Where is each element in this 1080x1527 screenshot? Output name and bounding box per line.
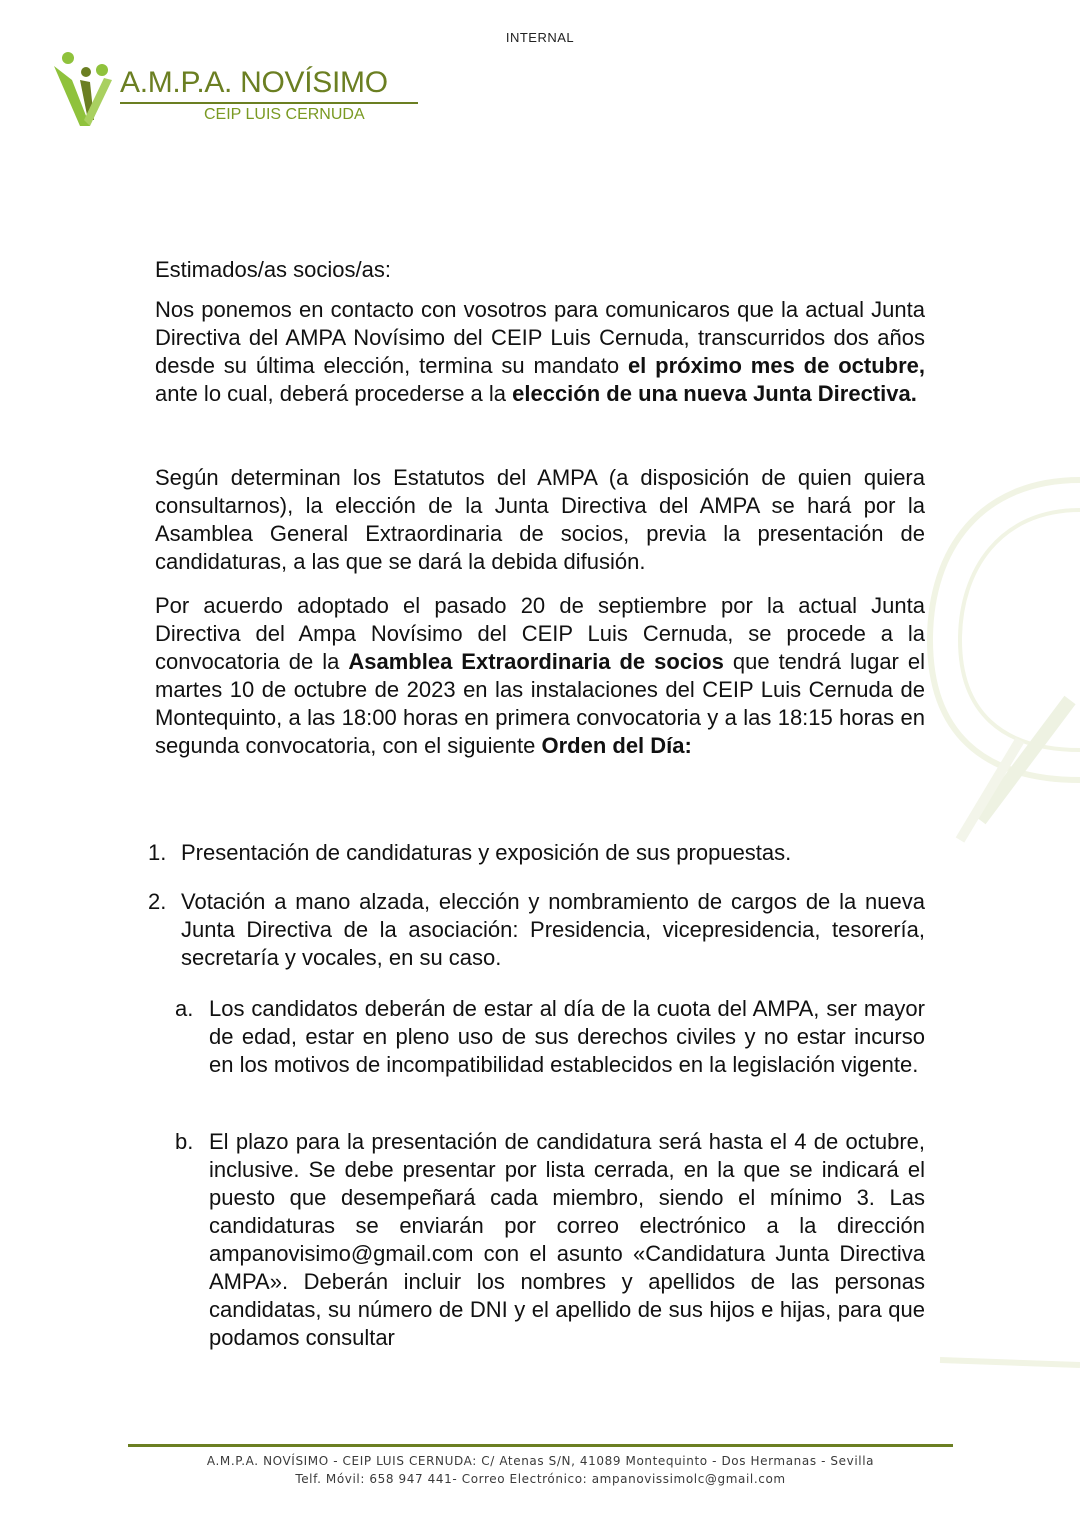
bold-agenda: Orden del Día: xyxy=(541,733,692,758)
bold-new-board: elección de una nueva Junta Directiva. xyxy=(512,381,917,406)
watermark-logo xyxy=(920,440,1080,1400)
footer-address: A.M.P.A. NOVÍSIMO - CEIP LUIS CERNUDA: C/ Atenas S/N, 41089 Montequinto - Dos Hermanas - Sevilla xyxy=(206,1454,875,1468)
agenda-item-1: 1. Presentación de candidaturas y exposición de sus propuestas. xyxy=(148,840,792,865)
footer-divider xyxy=(128,1444,953,1447)
footer-contact: Telf. Móvil: 658 947 441- Correo Electrónico: ampanovissimolc@gmail.com xyxy=(295,1472,786,1486)
bold-assembly: Asamblea Extraordinaria de socios xyxy=(348,649,724,674)
ampa-logo xyxy=(50,50,388,132)
agenda-item-2: 2. Votación a mano alzada, elección y nombramiento de cargos de la nueva Junta Directiva de la asociación: Presidencia, vicepresidencia, tesorería, secretaría y vocales, en su caso. xyxy=(148,889,925,970)
classification-label: INTERNAL xyxy=(505,30,575,45)
paragraph-assembly: Por acuerdo adoptado el pasado 20 de septiembre por la actual Junta Directiva del Ampa Novísimo del CEIP Luis Cernuda, se procede a la convocatoria de la Asamblea Extraordinaria de socios que tendrá lugar el martes 10 de octubre de 2023 en las instalaciones del CEIP Luis Cernuda de Montequinto, a las 18:00 horas en primera convocatoria y a las 18:15 horas en segunda convocatoria, con el siguiente Orden del Día: xyxy=(155,593,926,758)
logo-underline xyxy=(120,102,418,104)
paragraph-statutes: Según determinan los Estatutos del AMPA (a disposición de quien quiera consultarnos), la elección de la Junta Directiva del AMPA se hará por la Asamblea General Extraordinaria de socios, previa la presentación de candidaturas, a las que se dará la debida difusión. xyxy=(155,465,925,574)
ampa-figures-icon xyxy=(50,50,120,132)
logo-subtitle: CEIP LUIS CERNUDA xyxy=(204,106,365,123)
bold-next-month: el próximo mes de octubre, xyxy=(627,353,926,378)
paragraph-mandate: Nos ponemos en contacto con vosotros para comunicaros que la actual Junta Directiva del AMPA Novísimo del CEIP Luis Cernuda, transcurridos dos años desde su última elección, termina su mandato el próximo mes de octubre, ante lo cual, deberá procederse a la elección de una nueva Junta Directiva. xyxy=(155,297,926,406)
greeting: Estimados/as socios/as: xyxy=(155,257,391,282)
agenda-subitem-b: b. El plazo para la presentación de candidatura será hasta el 4 de octubre, inclusive. Se debe presentar por lista cerrada, en la que se indicará el puesto que desempeñará cada miembro, siendo el mínimo 3. Las candidaturas se enviarán por correo electrónico a la dirección ampanovisimo@gmail.com con el asunto «Candidatura Junta Directiva AMPA». Deberán incluir los nombres y apellidos de las personas candidatas, su número de DNI y el apellido de sus hijos e hijas, para que podamos consultar xyxy=(175,1129,925,1350)
logo-name: A.M.P.A. NOVÍSIMO xyxy=(120,66,388,99)
agenda-subitem-a: a. Los candidatos deberán de estar al día de la cuota del AMPA, ser mayor de edad, estar en pleno uso de sus derechos civiles y no estar incurso en los motivos de incompatibilidad establecidos en la legislación vigente. xyxy=(175,996,925,1077)
